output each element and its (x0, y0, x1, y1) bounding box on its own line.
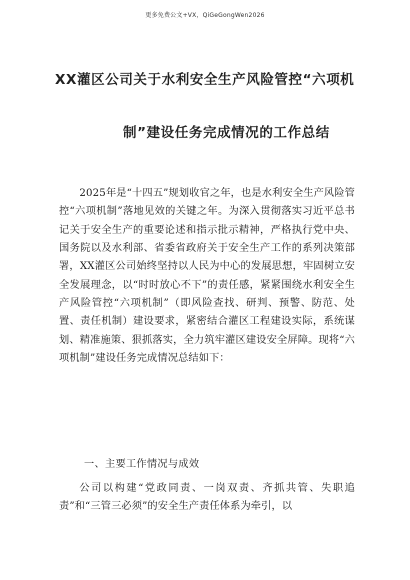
section-1-paragraph: 公司以构建“党政同责、一岗双责、齐抓共管、失职追责”和“三管三必须”的安全生产责任体系为牵引，以 (59, 483, 355, 513)
document-title-line-2: 制”建设任务完成情况的工作总结 (123, 125, 330, 141)
header-promo-note: 更多免费公文+VX，QiGeGongWen2026 (145, 12, 265, 19)
document-title-line-1: XX灌区公司关于水利安全生产风险管控“六项机 (55, 72, 355, 88)
intro-paragraph: 2025年是“十四五”规划收官之年，也是水利安全生产风险管控“六项机制”落地见效的关键之年。为深入贯彻落实习近平总书记关于安全生产的重要论述和指示批示精神，严格执行党中央、国务院以及水利部、省委省政府关于安全生产工作的系列决策部署，XX灌区公司始终坚持以人民为中心的发展思想，牢固树立安全发展理念，以“时时放心不下”的责任感，紧紧围绕水利安全生产风险管控“六项机制”（即风险查找、研判、预警、防范、处置、责任机制）建设要求，紧密结合灌区工程建设实际，系统谋划、精准施策、狠抓落实，全力筑牢灌区建设安全屏障。现将“六项机制”建设任务完成情况总结如下： (59, 188, 355, 365)
section-heading-1: 一、主要工作情况与成效 (84, 459, 200, 470)
